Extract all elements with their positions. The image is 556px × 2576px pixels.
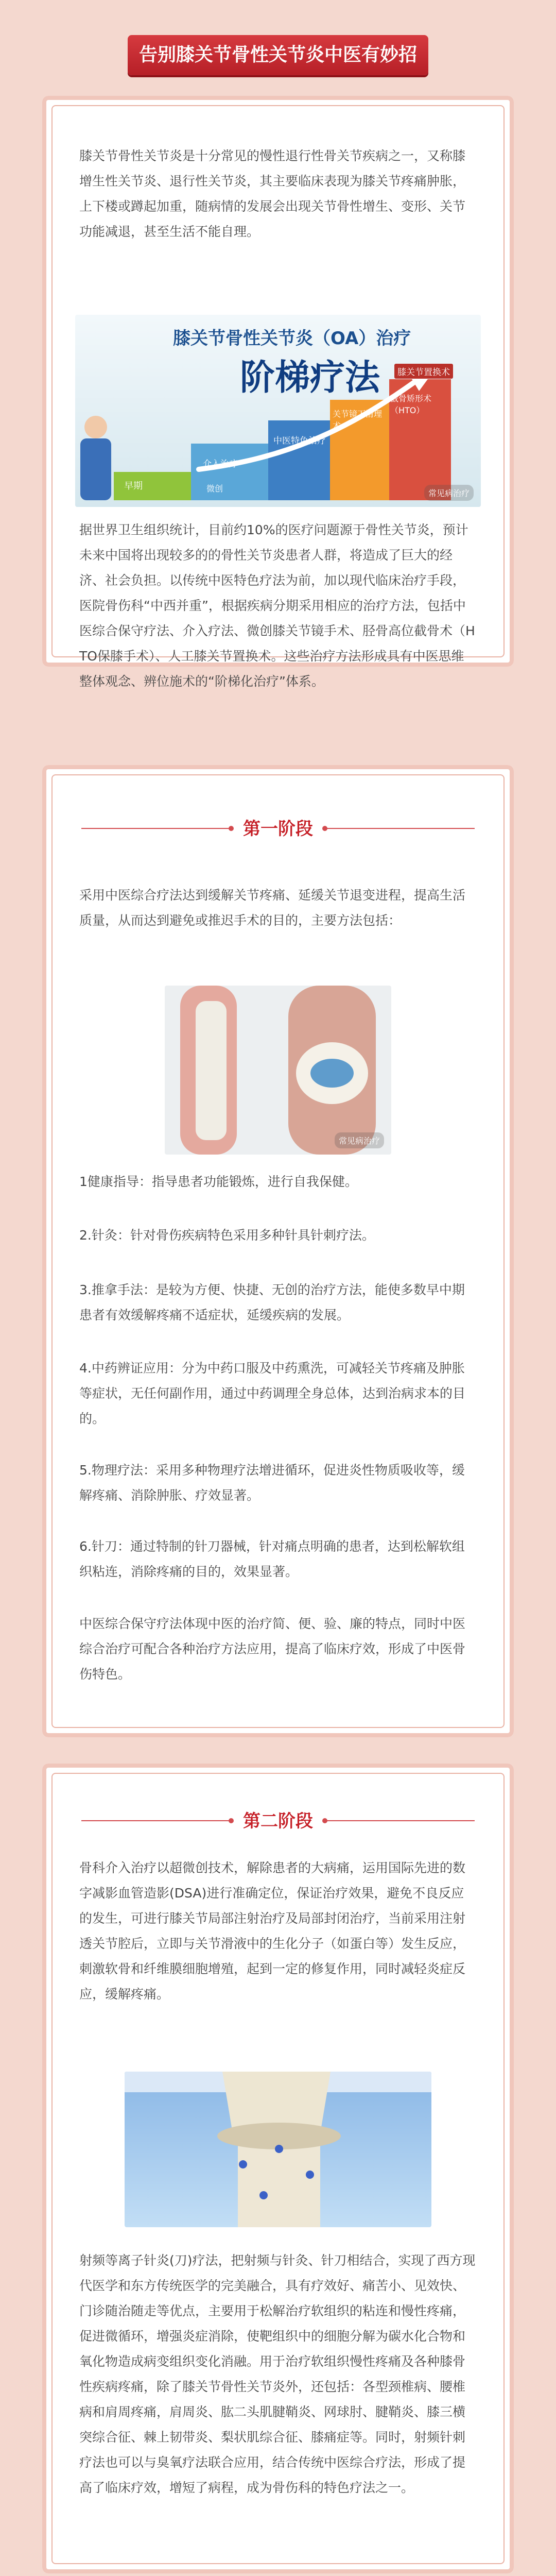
stage1-item-5: 5.物理疗法：采用多种物理疗法增进循环，促进炎性物质吸收等，缓解疼痛、消除肿胀、疗效显著。 <box>79 1463 465 1503</box>
stair-image-subtitle: 阶梯疗法 <box>240 358 380 398</box>
stair-image-title: 膝关节骨性关节炎（OA）治疗 <box>173 328 411 349</box>
stage2-heading <box>42 1801 514 1842</box>
divider-dot <box>229 1818 234 1823</box>
stair-label-2: 中医特色治疗 <box>273 436 326 446</box>
intro-panel <box>42 96 514 689</box>
knee-illustration <box>165 986 391 1155</box>
stage1-item-1: 1健康指导：指导患者功能锻炼，进行自我保健。 <box>79 1174 358 1189</box>
stage1-panel <box>42 765 514 1737</box>
stage1-item-6: 6.针刀：通过特制的针刀器械，针对痛点明确的患者，达到松解软组织粘连，消除疼痛的目的，效果显著。 <box>79 1539 465 1579</box>
stage2-heading-text: 第二阶段 <box>243 1811 313 1832</box>
stair-label-early: 早期 <box>124 481 143 492</box>
intro-paragraph-1: 膝关节骨性关节炎是十分常见的慢性退行性骨关节疾病之一，又称膝增生性关节炎、退行性关节炎，其主要临床表现为膝关节疼痛肿胀，上下楼或蹲起加重，随病情的发展会出现关节骨性增生、变形、关节功能减退，甚至生活不能自理。 <box>79 148 466 239</box>
page-title: 告别膝关节骨性关节炎中医有妙招 <box>128 35 428 75</box>
divider <box>325 1820 475 1821</box>
knee-xray-illustration <box>125 2072 431 2227</box>
stage1-heading-text: 第一阶段 <box>243 819 313 839</box>
divider <box>325 828 475 829</box>
image-watermark: 常见病治疗 <box>424 485 474 501</box>
stair-label-minimal: 微创 <box>206 484 223 494</box>
stair-label-3: 关节镜下清理术 <box>333 409 383 431</box>
stair-therapy-image <box>75 315 481 507</box>
intro-paragraph-2: 据世界卫生组织统计，目前约10%的医疗问题源于骨性关节炎，预计未来中国将出现较多的的骨性关节炎患者人群，将造成了巨大的经济、社会负担。以传统中医特色疗法为前，加以现代临床治疗手段，医院骨伤科“中西并重”，根据疾病分期采用相应的治疗方法，包括中医综合保守疗法、介入疗法、微创膝关节镜手术、胫骨高位截骨术（HTO保膝手术）、人工膝关节置换术。这些治疗方法形成具有中医思维整体观念、辨位施术的“阶梯化治疗”体系。 <box>79 522 475 689</box>
image-watermark: 常见病治疗 <box>335 1132 384 1148</box>
divider <box>81 828 231 829</box>
stage1-item-4: 4.中药辨证应用：分为中药口服及中药熏洗，可减轻关节疼痛及肿胀等症状，无任何副作用，通过中药调理全身总体，达到治病求本的目的。 <box>79 1361 466 1426</box>
divider <box>81 1820 231 1821</box>
stair-label-4: 截骨矫形术（HTO） <box>390 394 432 415</box>
stage1-heading <box>42 808 514 850</box>
stage2-paragraph-1: 骨科介入治疗以超微创技术，解除患者的大病痛，运用国际先进的数字减影血管造影(DSA)进行准确定位，保证治疗效果，避免不良反应的发生，可进行膝关节局部注射治疗及局部封闭治疗，当前采用注射透关节腔后，立即与关节滑液中的生化分子（如蛋白等）发生反应，刺激软骨和纤维膜细胞增殖，起到一定的修复作用，同时减轻炎症反应，缓解疼痛。 <box>79 1860 466 2002</box>
stage1-summary: 中医综合保守疗法体现中医的治疗简、便、验、廉的特点，同时中医综合治疗可配合各种治疗方法应用，提高了临床疗效，形成了中医骨伤特色。 <box>79 1616 466 1682</box>
knee-injection-image <box>125 2072 431 2227</box>
divider-dot <box>229 826 234 831</box>
knee-anatomy-image <box>165 986 391 1155</box>
stage1-item-2: 2.针灸：针对骨伤疾病特色采用多种针具针刺疗法。 <box>79 1228 375 1243</box>
stair-label-5: 膝关节置换术 <box>394 364 453 379</box>
stair-label-1: 介入治疗 <box>203 459 238 469</box>
stage2-panel <box>42 1764 514 2573</box>
stage1-item-3: 3.推拿手法：是较为方便、快捷、无创的治疗方法，能使多数早中期患者有效缓解疼痛不适症状，延缓疾病的发展。 <box>79 1282 465 1323</box>
stage2-paragraph-2: 射频等离子针炎(刀)疗法，把射频与针灸、针刀相结合，实现了西方现代医学和东方传统医学的完美融合，具有疗效好、痛苦小、见效快、门诊随治随走等优点，主要用于松解治疗软组织的粘连和慢性疼痛，促进微循环，增强炎症消除，使靶组织中的细胞分解为碳水化合物和氧化物造成病变组织变化消融。用于治疗软组织慢性疼痛及各种膝骨性疾病疼痛，除了膝关节骨性关节炎外，还包括：各型颈椎病、腰椎病和肩周疼痛，肩周炎、肱二头肌腱鞘炎、网球肘、腱鞘炎、膝三横突综合征、棘上韧带炎、梨状肌综合征、膝痛症等。同时，射频针刺疗法也可以与臭氧疗法联合应用，结合传统中医综合疗法，形成了提高了临床疗效，增短了病程，成为骨伤科的特色疗法之一。 <box>79 2253 476 2495</box>
stage1-intro: 采用中医综合疗法达到缓解关节疼痛、延缓关节退变进程，提高生活质量，从而达到避免或推迟手术的目的，主要方法包括： <box>79 888 466 928</box>
